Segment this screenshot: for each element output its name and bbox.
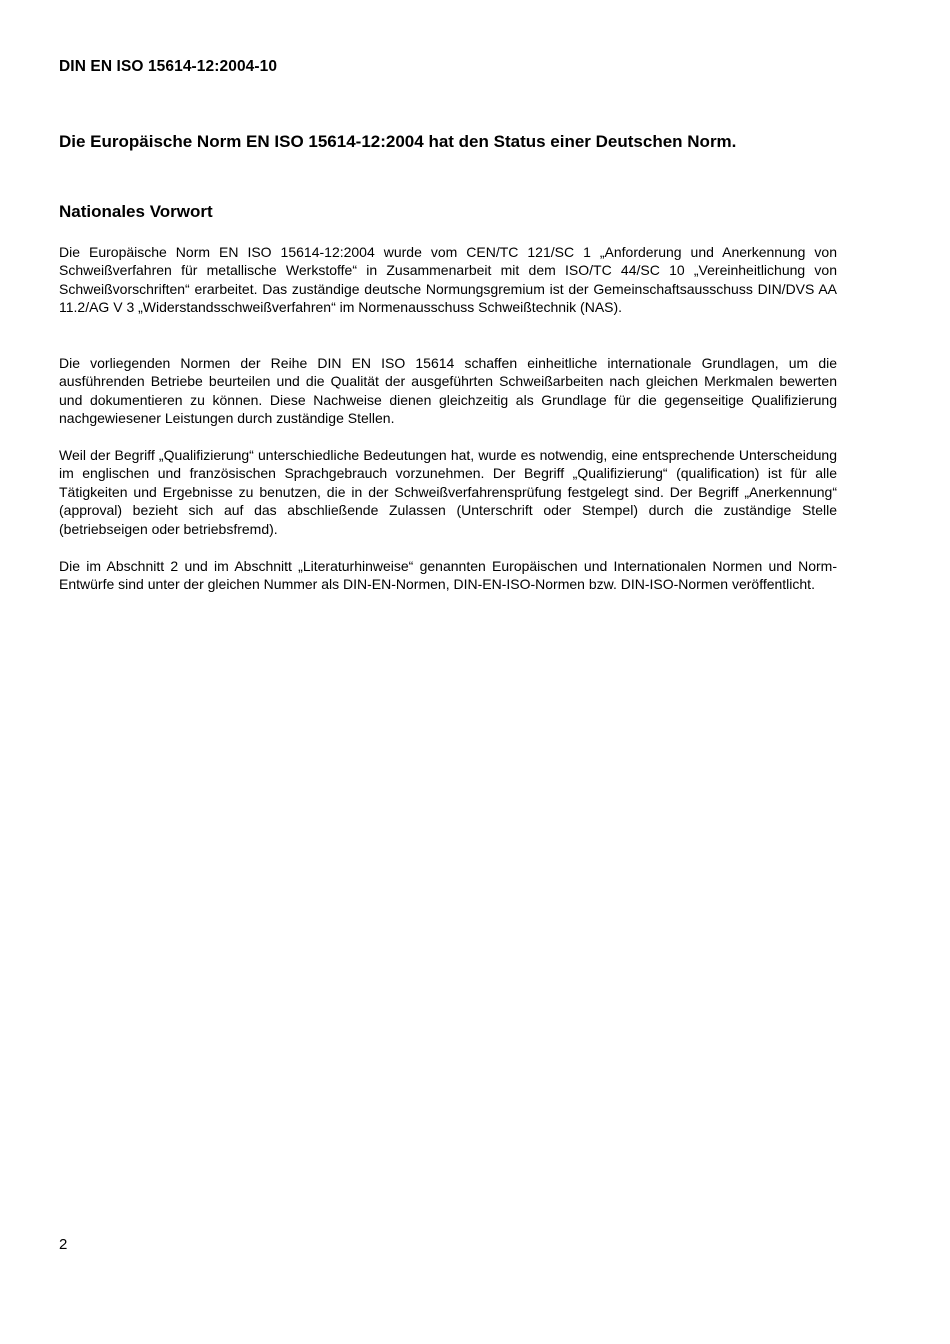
section-heading: Nationales Vorwort (59, 202, 213, 221)
paragraph-2: Die vorliegenden Normen der Reihe DIN EN ISO 15614 schaffen einheitliche internationale Grundlagen, um die ausführenden Betriebe beurteilen und die Qualität der ausgeführten Schweißarbeiten nach gleichen Merkmalen bewerten und dokumentieren zu können. Diese Nachweise dienen gleichzeitig als Grundlage für die gegenseitige Qualifizierung nachgewiesener Leistungen durch zuständige Stellen. (59, 355, 837, 427)
paragraph-3: Weil der Begriff „Qualifizierung“ unterschiedliche Bedeutungen hat, wurde es notwendig, eine entsprechende Unterscheidung im englischen und französischen Sprachgebrauch vorzunehmen. Der Begriff „Qualifizierung“ (qualification) ist für alle Tätigkeiten und Ergebnisse zu benutzen, die in der Schweißverfahrensprüfung festgelegt sind. Der Begriff „Anerkennung“ (approval) bezieht sich auf das abschließende Zulassen (Unterschrift oder Stempel) durch die zuständige Stelle (betriebseigen oder betriebsfremd). (59, 447, 837, 537)
paragraph-1: Die Europäische Norm EN ISO 15614-12:2004 wurde vom CEN/TC 121/SC 1 „Anforderung und Anerkennung von Schweißverfahren für metallische Werkstoffe“ in Zusammenarbeit mit dem ISO/TC 44/SC 10 „Vereinheitlichung von Schweißvorschriften“ erarbeitet. Das zuständige deutsche Normungsgremium ist der Gemeinschaftsausschuss DIN/DVS AA 11.2/AG V 3 „Widerstandsschweißverfahren“ im Normenausschuss Schweißtechnik (NAS). (59, 244, 837, 316)
status-statement: Die Europäische Norm EN ISO 15614-12:2004 hat den Status einer Deutschen Norm. (59, 132, 737, 151)
page-number: 2 (59, 1236, 68, 1253)
paragraph-4: Die im Abschnitt 2 und im Abschnitt „Literaturhinweise“ genannten Europäischen und Internationalen Normen und Norm-Entwürfe sind unter der gleichen Nummer als DIN-EN-Normen, DIN-EN-ISO-Normen bzw. DIN-ISO-Normen veröffentlicht. (59, 558, 837, 593)
document-id-header: DIN EN ISO 15614-12:2004-10 (59, 58, 278, 75)
